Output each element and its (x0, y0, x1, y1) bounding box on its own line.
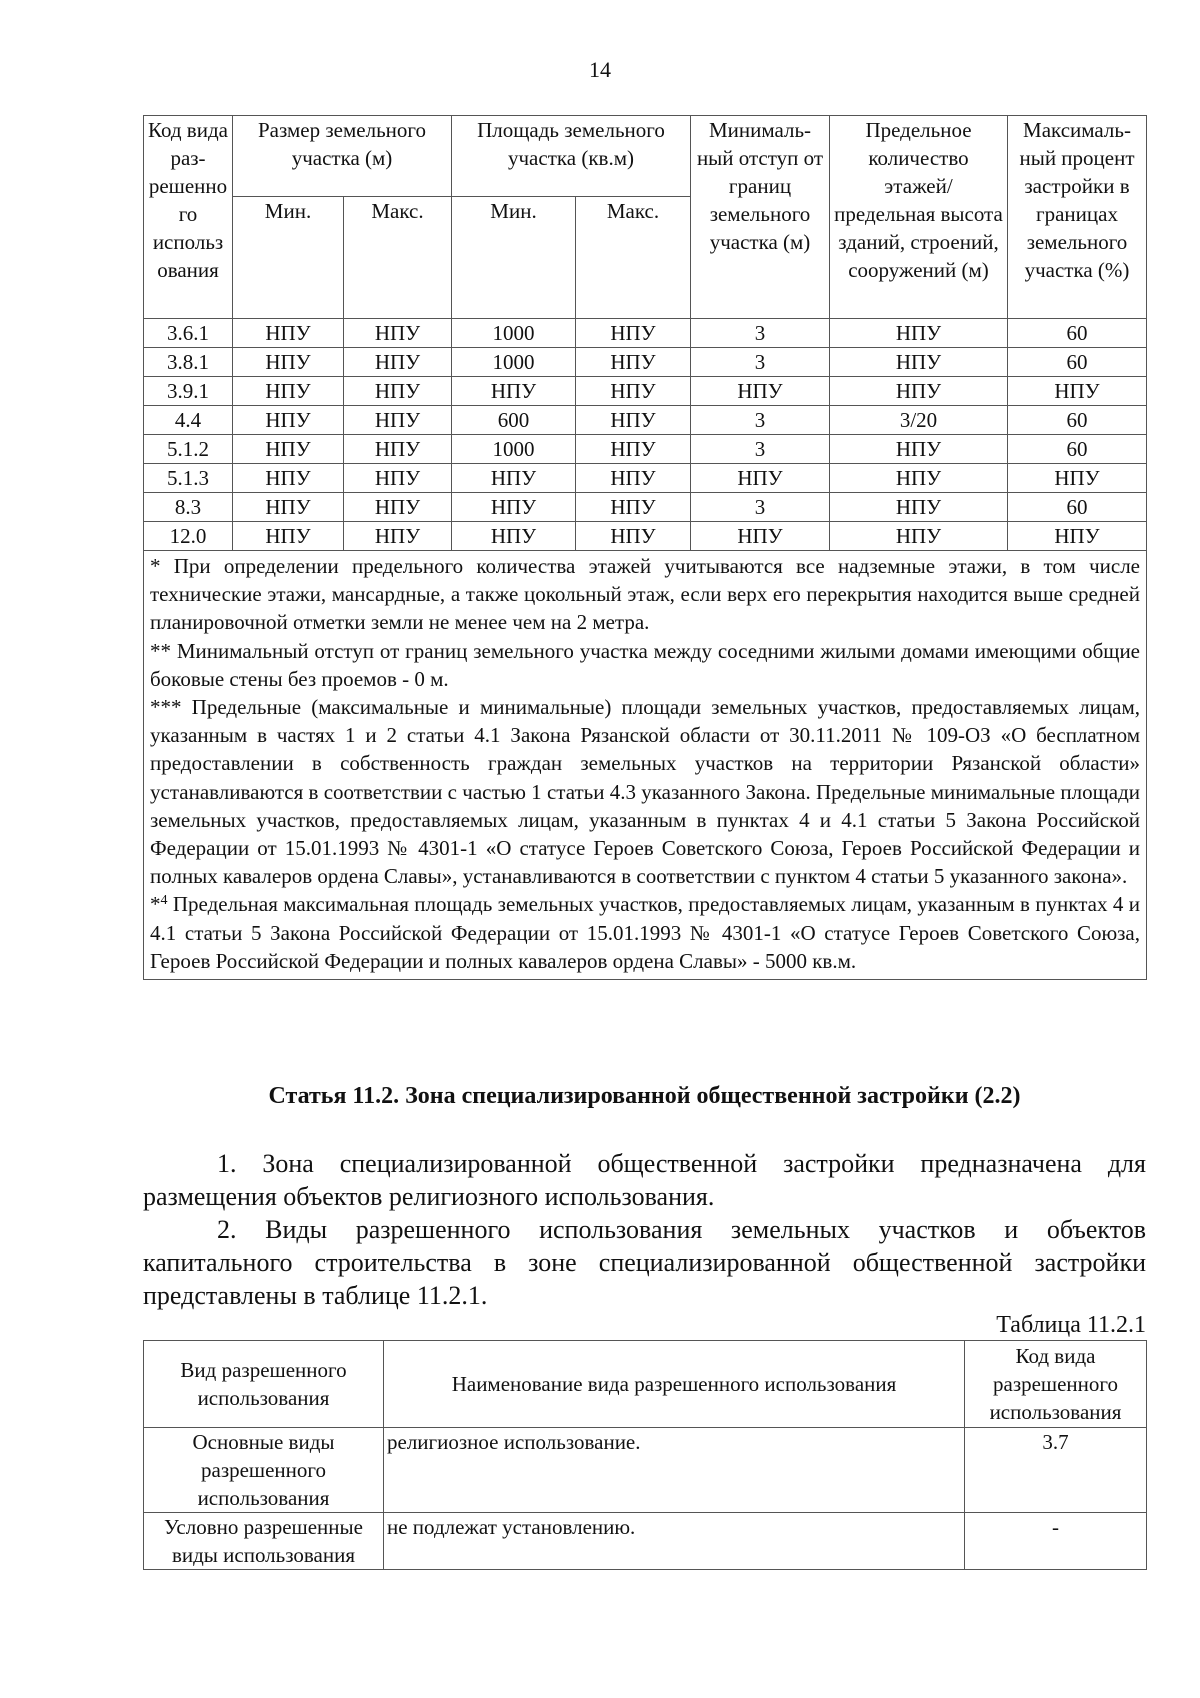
table-cell: 60 (1008, 493, 1147, 522)
article-title: Статья 11.2. Зона специализированной общественной застройки (2.2) (268, 1083, 1021, 1109)
table-row (144, 1428, 1147, 1513)
table-cell: НПУ (344, 319, 452, 348)
table-cell: Основные виды разрешенного использования (144, 1428, 384, 1513)
table-cell: НПУ (233, 377, 344, 406)
table-row (144, 1513, 1147, 1570)
table-cell: 4.4 (144, 406, 233, 435)
table-cell: НПУ (452, 522, 576, 551)
table-notes (144, 551, 1147, 980)
table-cell: НПУ (830, 319, 1008, 348)
table-cell: НПУ (576, 522, 691, 551)
note-3: *** Предельные (максимальные и минимальные) площади земельных участков, предоставляемых лицам, указанным в частях 1 и 2 статьи 4.1 Закона Рязанской области от 30.11.2011 № 109-ОЗ «О бесплатном предоставлении в собственность граждан земельных участков на территории Рязанской области» устанавливаются в соответствии с частью 1 статьи 4.3 указанного Закона. Предельные минимальные площади земельных участков, предоставляемых лицам, указанным в пунктах 4 и 4.1 статьи 5 Закона Российской Федерации от 15.01.1993 № 4301-1 «О статусе Героев Советского Союза, Героев Российской Федерации и полных кавалеров ордена Славы», устанавливаются в соответствии с пунктом 4 статьи 5 указанного закона». (150, 695, 1140, 889)
table-cell: НПУ (691, 464, 830, 493)
land-plot-parameters-table (143, 115, 1147, 980)
table-row (144, 522, 1147, 551)
header-floors: Предельное количество этажей/ предельная высота зданий, строений, сооружений (м) (830, 116, 1008, 319)
table-cell: НПУ (233, 435, 344, 464)
table-cell: 600 (452, 406, 576, 435)
table-row (144, 464, 1147, 493)
table-row (144, 493, 1147, 522)
paragraph-2: 2. Виды разрешенного использования земельных участков и объектов капитального строительства в зоне специализированной общественной застройки представлены в таблице 11.2.1. (143, 1215, 1146, 1310)
table-cell: 1000 (452, 319, 576, 348)
table-cell: НПУ (830, 493, 1008, 522)
table-row (144, 377, 1147, 406)
table-cell: НПУ (691, 377, 830, 406)
table-cell: 3 (691, 319, 830, 348)
table-cell: 3 (691, 406, 830, 435)
table-cell: НПУ (830, 348, 1008, 377)
note-4-superscript: 4 (160, 893, 168, 909)
table-cell: НПУ (344, 377, 452, 406)
header-area-min: Мин. (452, 197, 576, 319)
table-cell: 5.1.3 (144, 464, 233, 493)
table-cell: НПУ (576, 435, 691, 464)
table-cell: 8.3 (144, 493, 233, 522)
header-size-min: Мин. (233, 197, 344, 319)
header-use-kind: Вид разрешенного использования (144, 1341, 384, 1428)
table-cell: НПУ (576, 406, 691, 435)
table-row (144, 348, 1147, 377)
table-cell: НПУ (576, 319, 691, 348)
note-4-mark: * (150, 892, 161, 917)
table-cell: НПУ (452, 377, 576, 406)
header-coverage: Максималь- ный процент застройки в границах земельного участка (%) (1008, 116, 1147, 319)
page-number: 14 (589, 57, 611, 82)
note-2: ** Минимальный отступ от границ земельного участка между соседними жилыми домами имеющими общие боковые стены без проемов - 0 м. (150, 638, 1140, 691)
table-cell: 3.9.1 (144, 377, 233, 406)
header-plot-size: Размер земельного участка (м) (233, 116, 452, 197)
table-cell: НПУ (576, 377, 691, 406)
table-cell: НПУ (344, 348, 452, 377)
table-caption: Таблица 11.2.1 (996, 1312, 1146, 1338)
table-cell: НПУ (344, 493, 452, 522)
table-notes-row (144, 551, 1147, 980)
table-cell: 3 (691, 435, 830, 464)
table-row (144, 319, 1147, 348)
table-cell: НПУ (344, 435, 452, 464)
table-row (144, 435, 1147, 464)
note-1: * При определении предельного количества этажей учитываются все надземные этажи, в том числе технические этажи, мансардные, а также цокольный этаж, если верх его перекрытия находится выше средней планировочной отметки земли не менее чем на 2 метра. (150, 554, 1140, 635)
note-4-text: Предельная максимальная площадь земельных участков, предоставляемых лицам, указанным в пунктах 4 и 4.1 статьи 5 Закона Российской Федерации от 15.01.1993 № 4301-1 «О статусе Героев Советского Союза, Героев Российской Федерации и полных кавалеров ордена Славы» - 5000 кв.м. (150, 892, 1140, 973)
table-cell: НПУ (344, 464, 452, 493)
table-cell: НПУ (830, 435, 1008, 464)
table-cell: 3/20 (830, 406, 1008, 435)
table-cell: 3.6.1 (144, 319, 233, 348)
table-cell: 1000 (452, 348, 576, 377)
header-size-max: Макс. (344, 197, 452, 319)
table-cell: НПУ (1008, 522, 1147, 551)
table-cell: НПУ (233, 319, 344, 348)
table-cell: 3.7 (965, 1428, 1147, 1513)
table-cell: НПУ (233, 522, 344, 551)
table-cell: НПУ (691, 522, 830, 551)
header-setback: Минималь- ный отступ от границ земельного участка (м) (691, 116, 830, 319)
table-cell: НПУ (233, 493, 344, 522)
table-cell: 5.1.2 (144, 435, 233, 464)
table-cell: НПУ (576, 493, 691, 522)
table-cell: НПУ (233, 464, 344, 493)
table-cell: 12.0 (144, 522, 233, 551)
table-cell: НПУ (1008, 464, 1147, 493)
paragraph-1: 1. Зона специализированной общественной застройки предназначена для размещения объектов религиозного использования. (143, 1149, 1146, 1211)
header-use-code: Код вида разрешенного использования (965, 1341, 1147, 1428)
table-cell: 3.8.1 (144, 348, 233, 377)
note-4 (150, 890, 1140, 975)
table-cell: 60 (1008, 406, 1147, 435)
table-cell: НПУ (830, 377, 1008, 406)
table-cell: 3 (691, 493, 830, 522)
table-cell: НПУ (1008, 377, 1147, 406)
table-cell: НПУ (233, 406, 344, 435)
table-cell: 3 (691, 348, 830, 377)
table-cell: НПУ (830, 464, 1008, 493)
header-code: Код вида раз- решенно го использ ования (144, 116, 233, 319)
table-cell: 1000 (452, 435, 576, 464)
table-cell: религиозное использование. (384, 1428, 965, 1513)
table-cell: НПУ (344, 522, 452, 551)
table-cell: НПУ (576, 348, 691, 377)
table-cell: НПУ (452, 493, 576, 522)
table-cell: не подлежат установлению. (384, 1513, 965, 1570)
table-cell: НПУ (576, 464, 691, 493)
permitted-use-table (143, 1340, 1147, 1570)
table-cell: 60 (1008, 435, 1147, 464)
table-cell: 60 (1008, 348, 1147, 377)
table-cell: - (965, 1513, 1147, 1570)
table-row (144, 406, 1147, 435)
table-cell: НПУ (344, 406, 452, 435)
header-use-name: Наименование вида разрешенного использования (384, 1341, 965, 1428)
table-cell: НПУ (452, 464, 576, 493)
header-area-max: Макс. (576, 197, 691, 319)
table-cell: 60 (1008, 319, 1147, 348)
table-cell: НПУ (830, 522, 1008, 551)
table-cell: Условно разрешенные виды использования (144, 1513, 384, 1570)
header-plot-area: Площадь земельного участка (кв.м) (452, 116, 691, 197)
table-cell: НПУ (233, 348, 344, 377)
